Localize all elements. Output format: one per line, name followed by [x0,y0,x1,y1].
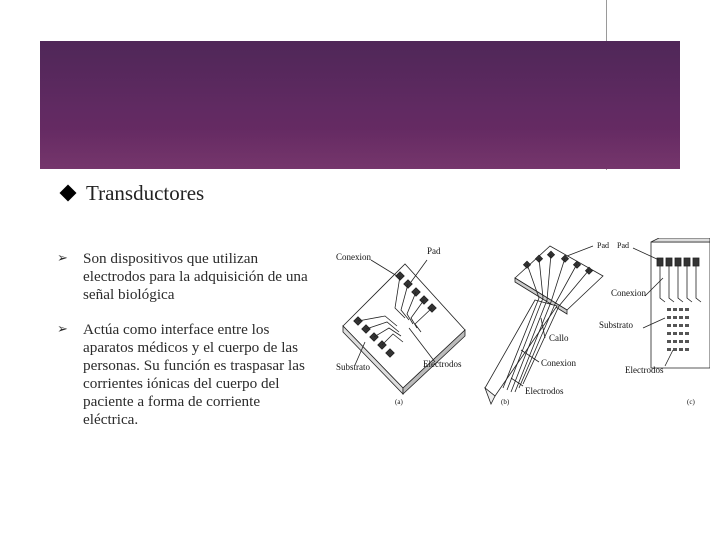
electrode-diagram [335,238,710,410]
arrow-bullet-icon: ➢ [57,251,68,266]
label-c-substrato: Substrato [599,320,634,330]
label-b-callo: Callo [549,333,569,343]
bullet-item [57,321,319,429]
label-c-conexion: Conexion [611,288,646,298]
bullet-text: Actúa como interface entre los aparatos médicos y el cuerpo de las personas. Su función es traspasar las corrientes iónicas del cuerpo del paciente a forma de corriente eléctrica. [83,321,305,428]
caption-c: (c) [687,398,695,406]
label-c-pad: Pad [617,241,629,250]
label-c-electrodos: Electrodos [625,365,664,375]
panel-c-drawing [633,238,710,368]
bullet-text: Son dispositivos que utilizan electrodos para la adquisición de una señal biológica [83,250,308,303]
caption-a: (a) [395,398,403,406]
label-b-electrodos: Electrodos [525,386,564,396]
panel-b-drawing [485,246,603,404]
slide-title: Transductores [86,180,205,205]
title-row [58,180,204,206]
arrow-bullet-icon: ➢ [57,322,68,337]
diamond-bullet-icon [60,185,77,202]
label-b-conexion: Conexion [541,358,576,368]
panel-a-drawing [343,260,465,394]
caption-b: (b) [501,398,510,406]
bullet-item [57,250,319,304]
header-banner-shade [40,128,680,169]
label-a-electrodos: Electrodos [423,359,462,369]
label-a-substrato: Substrato [336,362,371,372]
label-a-pad: Pad [427,246,441,256]
label-a-conexion: Conexion [336,252,371,262]
label-b-pad: Pad [597,241,609,250]
